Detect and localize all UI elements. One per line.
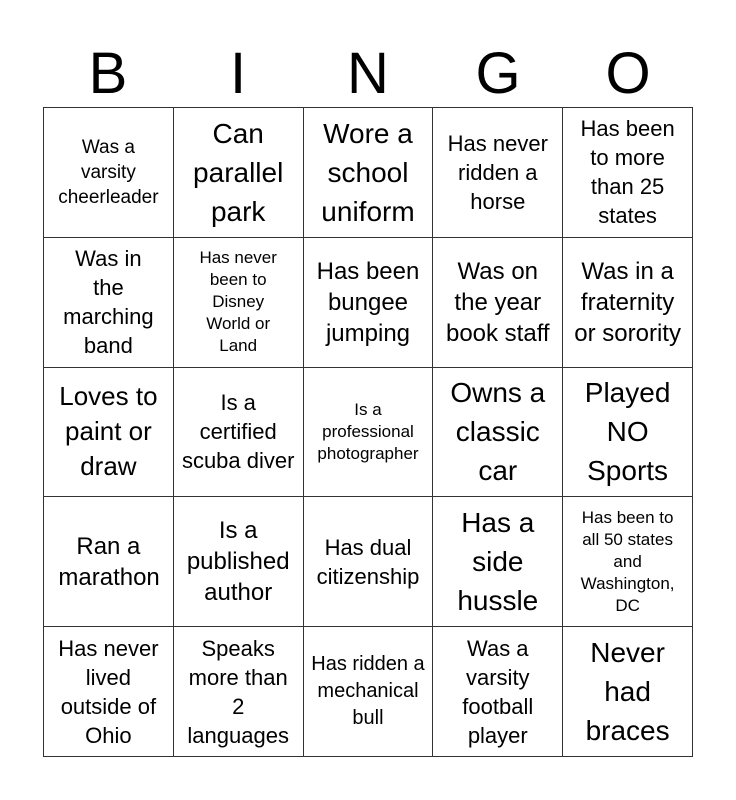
bingo-header	[43, 40, 693, 108]
cell-text: Was in a fraternity or sorority	[574, 257, 681, 347]
cell-text: Wore a school uniform	[321, 117, 415, 227]
header-letter-i: I	[229, 41, 247, 106]
bingo-cell-r5c4[interactable]	[433, 627, 563, 757]
bingo-cell-r2c2[interactable]	[174, 238, 304, 368]
bingo-cell-r4c1[interactable]	[44, 497, 174, 627]
bingo-cell-r3c5[interactable]	[563, 368, 693, 498]
cell-text: Ran a marathon	[58, 532, 160, 591]
cell-text: Has never lived outside of Ohio	[58, 635, 159, 748]
cell-text: Never had braces	[585, 637, 670, 747]
bingo-cell-r4c5[interactable]	[563, 497, 693, 627]
cell-text: Has never been to Disney World or Land	[199, 248, 277, 356]
cell-text: Has been bungee jumping	[316, 257, 420, 347]
cell-text: Has ridden a mechanical bull	[311, 653, 425, 730]
cell-text: Was a varsity football player	[462, 635, 534, 748]
bingo-cell-r3c2[interactable]	[174, 368, 304, 498]
bingo-cell-r3c3[interactable]	[304, 368, 434, 498]
bingo-cell-r3c4[interactable]	[433, 368, 563, 498]
cell-text: Is a professional photographer	[317, 399, 419, 463]
bingo-cell-r5c3[interactable]	[304, 627, 434, 757]
bingo-cell-r4c4[interactable]	[433, 497, 563, 627]
bingo-cell-r4c2[interactable]	[174, 497, 304, 627]
header-letter-g: G	[475, 41, 521, 106]
cell-text: Was on the year book staff	[445, 257, 550, 347]
header-letter-n: N	[347, 41, 389, 106]
bingo-cell-r1c1[interactable]	[44, 108, 174, 238]
cell-text: Has been to all 50 states and Washington, DC	[580, 507, 675, 615]
bingo-cell-r1c2[interactable]	[174, 108, 304, 238]
cell-text: Owns a classic car	[450, 377, 546, 487]
cell-text: Was a varsity cheerleader	[58, 136, 159, 208]
cell-text: Is a published author	[186, 517, 290, 607]
bingo-cell-r2c4[interactable]	[433, 238, 563, 368]
cell-text: Has never ridden a horse	[447, 130, 548, 214]
bingo-cell-r1c3[interactable]	[304, 108, 434, 238]
bingo-cell-r2c3[interactable]	[304, 238, 434, 368]
bingo-cell-r1c5[interactable]	[563, 108, 693, 238]
cell-text: Is a certified scuba diver	[181, 390, 295, 474]
bingo-cell-r5c2[interactable]	[174, 627, 304, 757]
cell-text: Speaks more than 2 languages	[187, 635, 289, 748]
bingo-cell-r1c4[interactable]	[433, 108, 563, 238]
cell-text: Loves to paint or draw	[59, 381, 158, 482]
bingo-cell-r4c3[interactable]	[304, 497, 434, 627]
header-letter-o: O	[605, 41, 651, 106]
cell-text: Has a side hussle	[457, 507, 539, 617]
bingo-cell-r2c5[interactable]	[563, 238, 693, 368]
bingo-cell-r5c1[interactable]	[44, 627, 174, 757]
cell-text: Can parallel park	[193, 117, 284, 227]
bingo-board	[43, 107, 693, 757]
cell-text: Has been to more than 25 states	[580, 116, 675, 229]
header-letter-b: B	[88, 41, 128, 106]
cell-text: Has dual citizenship	[316, 534, 420, 589]
bingo-cell-r5c5[interactable]	[563, 627, 693, 757]
cell-text: Was in the marching band	[63, 246, 154, 359]
cell-text: Played NO Sports	[584, 377, 671, 487]
bingo-cell-r3c1[interactable]	[44, 368, 174, 498]
bingo-cell-r2c1[interactable]	[44, 238, 174, 368]
